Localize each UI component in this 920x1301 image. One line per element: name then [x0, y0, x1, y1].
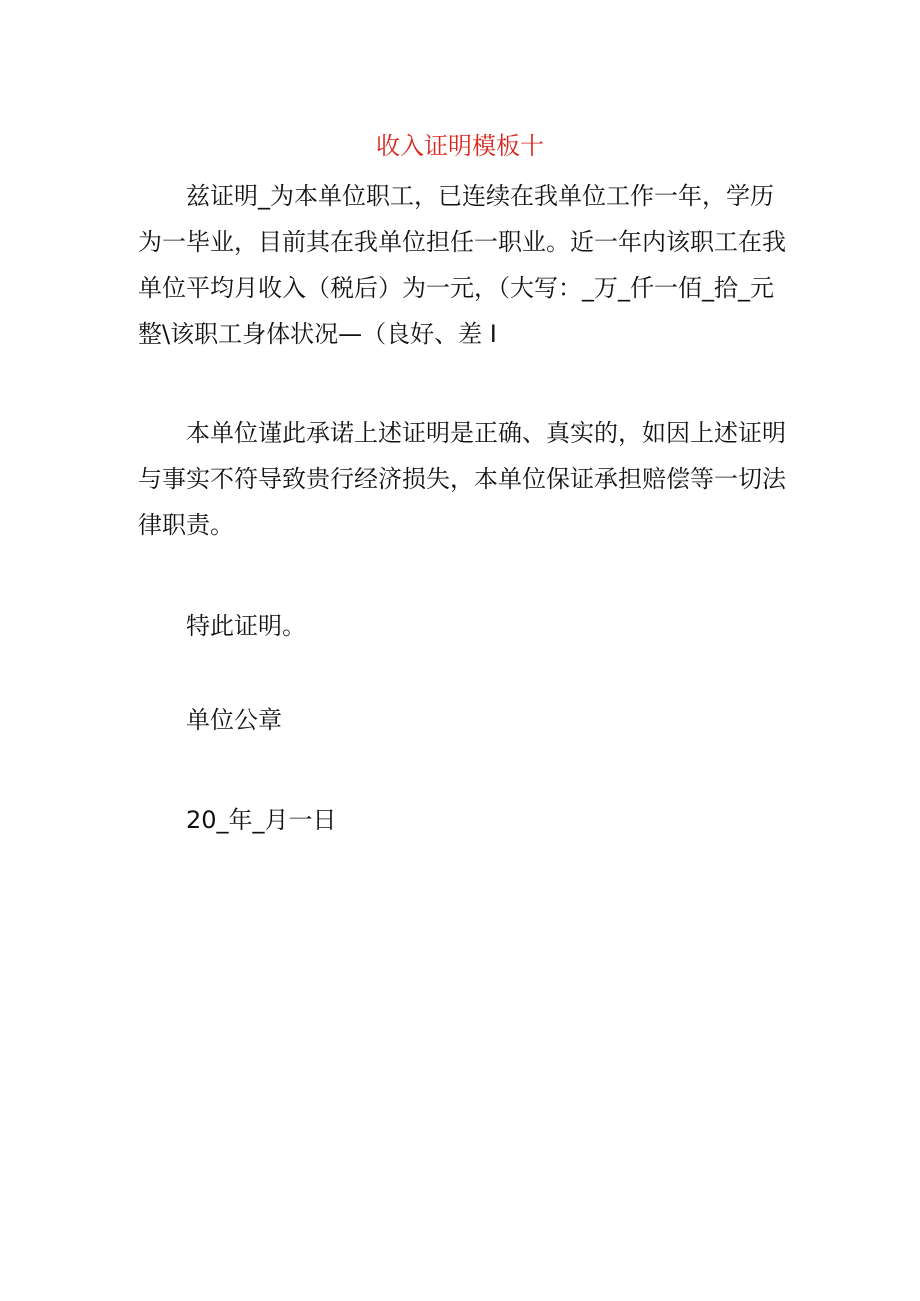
closing-statement: 特此证明。: [186, 612, 306, 640]
certificate-body-paragraph: 兹证明_为本单位职工，已连续在我单位工作一年，学历为一毕业，目前其在我单位担任一职业。近一年内该职工在我单位平均月收入（税后）为一元，（大写：_万_仟一佰_拾_元整\该职工身体状况—（良好、差 I: [138, 182, 786, 348]
commitment-paragraph: 本单位谨此承诺上述证明是正确、真实的，如因上述证明与事实不符导致贵行经济损失，本单位保证承担赔偿等一切法律职责。: [138, 419, 786, 539]
document-title: 收入证明模板十: [376, 132, 544, 160]
seal-label: 单位公章: [186, 706, 282, 734]
date-line: 20_年_月一日: [186, 806, 337, 834]
